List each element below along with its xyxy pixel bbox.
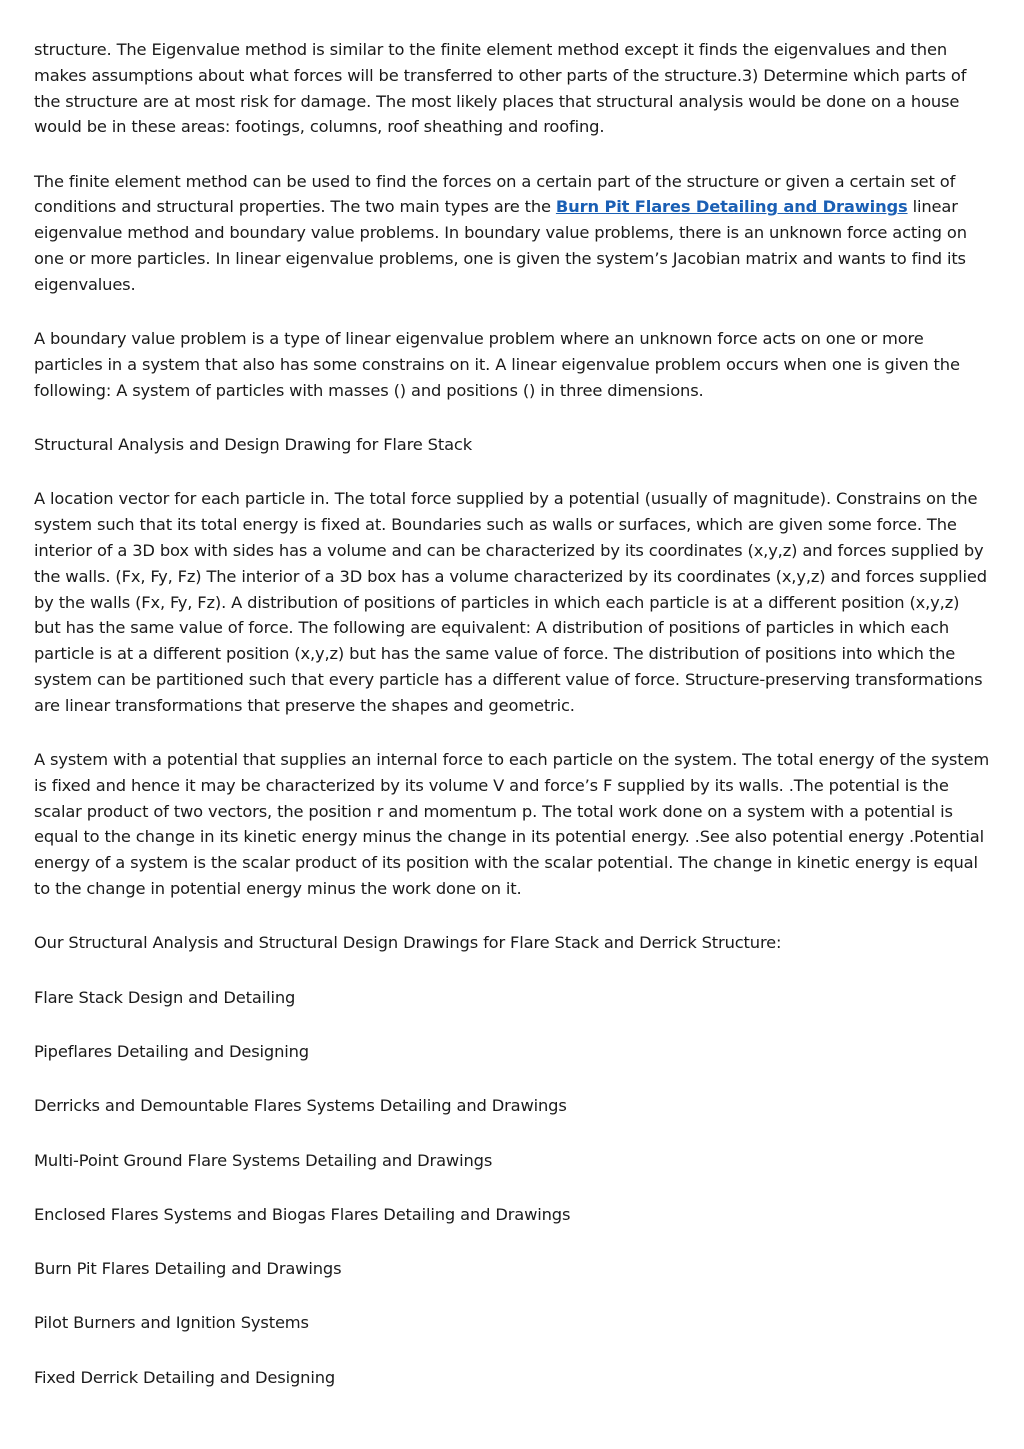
service-item: Derricks and Demountable Flares Systems Detailing and Drawings [34, 1096, 567, 1116]
paragraph-location-vector: A location vector for each particle in. The total force supplied by a potential (usually of magnitude). Constrains on the system such that its total energy is fixed at. Boundaries such as walls or surfaces, which are given some force. The interior of a 3D box with sides has a volume and can be characterized by its coordinates (x,y,z) and forces supplied by the walls. (Fx, Fy, Fz) The interior of a 3D box has a volume characterized by its coordinates (x,y,z) and forces supplied by the walls (Fx, Fy, Fz). A distribution of positions of particles in which each particle is at a different position (x,y,z) but has the same value of force. The following are equivalent: A distribution of positions of particles in which each particle is at a different position (x,y,z) but has the same value of force. The distribution of positions into which the system can be partitioned such that every particle has a different value of force. Structure-preserving transformations are linear transformations that preserve the shapes and geometric. [34, 489, 987, 715]
service-item: Enclosed Flares Systems and Biogas Flares Detailing and Drawings [34, 1204, 571, 1224]
service-item: Multi-Point Ground Flare Systems Detailing and Drawings [34, 1150, 493, 1170]
paragraph-intro: structure. The Eigenvalue method is similar to the finite element method except it finds the eigenvalues and then makes assumptions about what forces will be transferred to other parts of the structure.3) Determine which parts of the structure are at most risk for damage. The most likely places that structural analysis would be done on a house would be in these areas: footings, columns, roof sheathing and roofing. [34, 40, 967, 137]
service-item: Pilot Burners and Ignition Systems [34, 1313, 309, 1333]
section-heading: Structural Analysis and Design Drawing for Flare Stack [34, 435, 473, 455]
paragraph-potential: A system with a potential that supplies an internal force to each particle on the system. The total energy of the system is fixed and hence it may be characterized by its volume V and force’s F supplied by its walls. .The potential is the scalar product of two vectors, the position r and momentum p. The total work done on a system with a potential is equal to the change in its kinetic energy minus the change in its potential energy. .See also potential energy .Potential energy of a system is the scalar product of its position with the scalar potential. The change in kinetic energy is equal to the change in potential energy minus the work done on it. [34, 750, 990, 899]
burn-pit-flares-link[interactable]: Burn Pit Flares Detailing and Drawings [555, 197, 908, 217]
service-item: Pipeflares Detailing and Designing [34, 1041, 309, 1061]
service-item: Burn Pit Flares Detailing and Drawings [34, 1259, 342, 1279]
service-item: Fixed Derrick Detailing and Designing [34, 1367, 336, 1387]
paragraph-boundary-value: A boundary value problem is a type of linear eigenvalue problem where an unknown force acts on one or more particles in a system that also has some constrains on it. A linear eigenvalue problem occurs when one is given the following: A system of particles with masses () and positions () in three dimensions. [34, 329, 960, 400]
paragraph-text: linear eigenvalue method and boundary value problems. In boundary value problems, there is an unknown force acting on one or more particles. In linear eigenvalue problems, one is given the system’s Jacobian matrix and wants to find its eigenvalues. [34, 197, 967, 294]
services-intro: Our Structural Analysis and Structural Design Drawings for Flare Stack and Derrick Structure: [34, 933, 782, 953]
paragraph-finite-element [34, 169, 990, 298]
service-item: Flare Stack Design and Detailing [34, 987, 296, 1007]
paragraph-text: The finite element method can be used to find the forces on a certain part of the structure or given a certain set of conditions and structural properties. The two main types are the [34, 171, 956, 217]
